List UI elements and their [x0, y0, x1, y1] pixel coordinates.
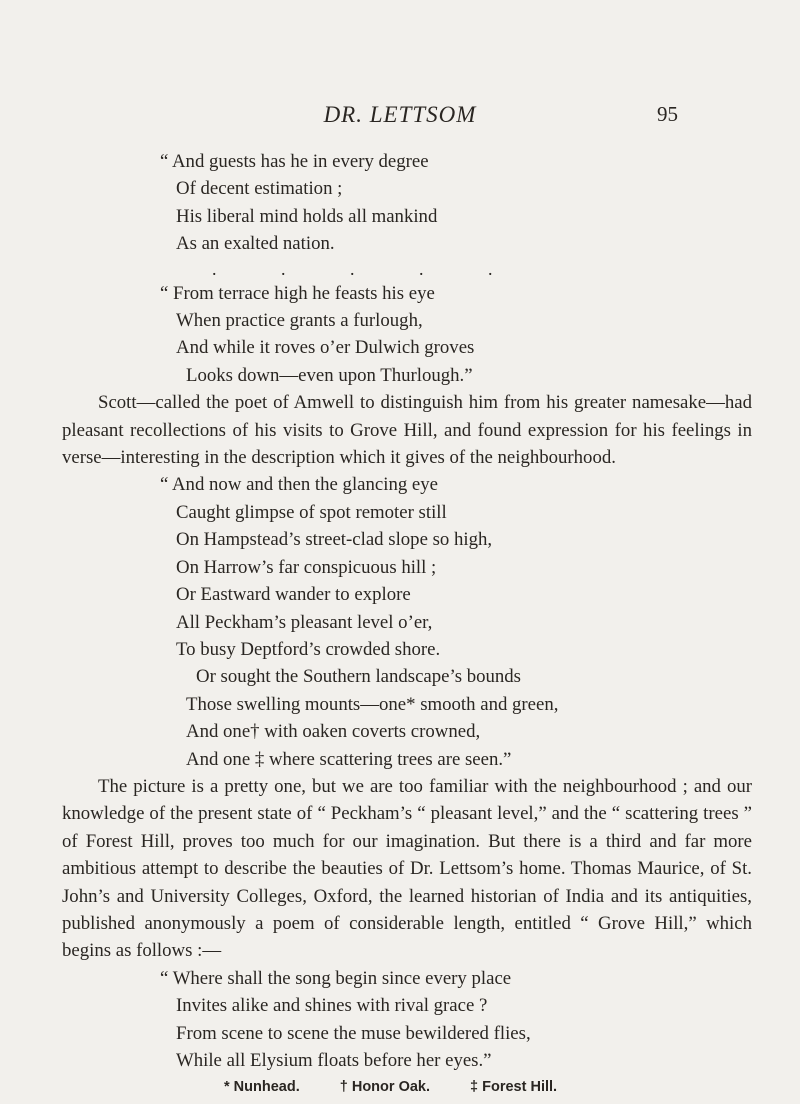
verse-line: As an exalted nation.	[176, 233, 335, 255]
verse-line: While all Elysium floats before her eyes.”	[176, 1050, 492, 1071]
prose-paragraph: The picture is a pretty one, but we are too familiar with the neighbourhood ; and our knowledge of the present state of “ Peckham’s “ pleasant level,” and the “ scattering trees ” of Forest Hill, proves too much for our imagination. But there is a third and far more ambitious attempt to describe the beauties of Dr. Lettsom’s home. Thomas Maurice, of St. John’s and University Colleges, Oxford, the learned historian of India and its antiquities, published anonymously a poem of considerable length, entitled “ Grove Hill,” which begins as follows :—	[62, 775, 752, 962]
verse-line: “ And guests has he in every degree	[160, 151, 429, 172]
verse-line: Or sought the Southern landscape’s bounds	[196, 666, 521, 688]
verse-line: And one ‡ where scattering trees are seen.”	[186, 748, 512, 770]
page-number: 95	[657, 102, 678, 126]
footnote: * Nunhead.	[224, 1079, 300, 1096]
verse-stanza-2	[62, 280, 752, 390]
verse-stanza-4	[62, 965, 752, 1075]
verse-line: Of decent estimation ;	[176, 178, 343, 200]
footnote: ‡ Forest Hill.	[470, 1079, 558, 1096]
running-title: DR. LETTSOM	[323, 102, 477, 127]
verse-line: To busy Deptford’s crowded shore.	[176, 638, 441, 660]
verse-line: Those swelling mounts—one* smooth and green,	[186, 693, 559, 715]
verse-line: On Harrow’s far conspicuous hill ;	[176, 556, 437, 578]
verse-line: On Hampstead’s street-clad slope so high,	[176, 529, 493, 551]
verse-line: And while it roves o’er Dulwich groves	[176, 337, 475, 359]
ellipsis-divider: . . . . .	[212, 258, 523, 279]
verse-line: “ And now and then the glancing eye	[160, 474, 438, 496]
verse-line: When practice grants a furlough,	[176, 310, 423, 332]
page-header	[0, 102, 800, 132]
verse-line: Looks down—even upon Thurlough.”	[186, 364, 473, 386]
page-body	[62, 148, 752, 1100]
verse-stanza-1	[62, 148, 752, 258]
prose-paragraph: Scott—called the poet of Amwell to distinguish him from his greater namesake—had pleasant recollections of his visits to Grove Hill, and found expression for his feelings in verse—interesting in the description which it gives of the neighbourhood.	[62, 392, 752, 469]
verse-line: “ Where shall the song begin since every place	[160, 967, 512, 989]
footnotes	[62, 1074, 752, 1100]
verse-line: Or Eastward wander to explore	[176, 584, 411, 606]
verse-line: “ From terrace high he feasts his eye	[160, 282, 435, 304]
verse-line: Caught glimpse of spot remoter still	[176, 501, 447, 523]
footnote: † Honor Oak.	[339, 1079, 431, 1096]
verse-line: And one† with oaken coverts crowned,	[186, 721, 481, 743]
verse-line: His liberal mind holds all mankind	[176, 205, 438, 227]
verse-line: Invites alike and shines with rival grace ?	[176, 995, 488, 1017]
verse-line: From scene to scene the muse bewildered flies,	[176, 1022, 531, 1044]
verse-stanza-3	[62, 471, 752, 772]
verse-line: All Peckham’s pleasant level o’er,	[176, 611, 433, 633]
